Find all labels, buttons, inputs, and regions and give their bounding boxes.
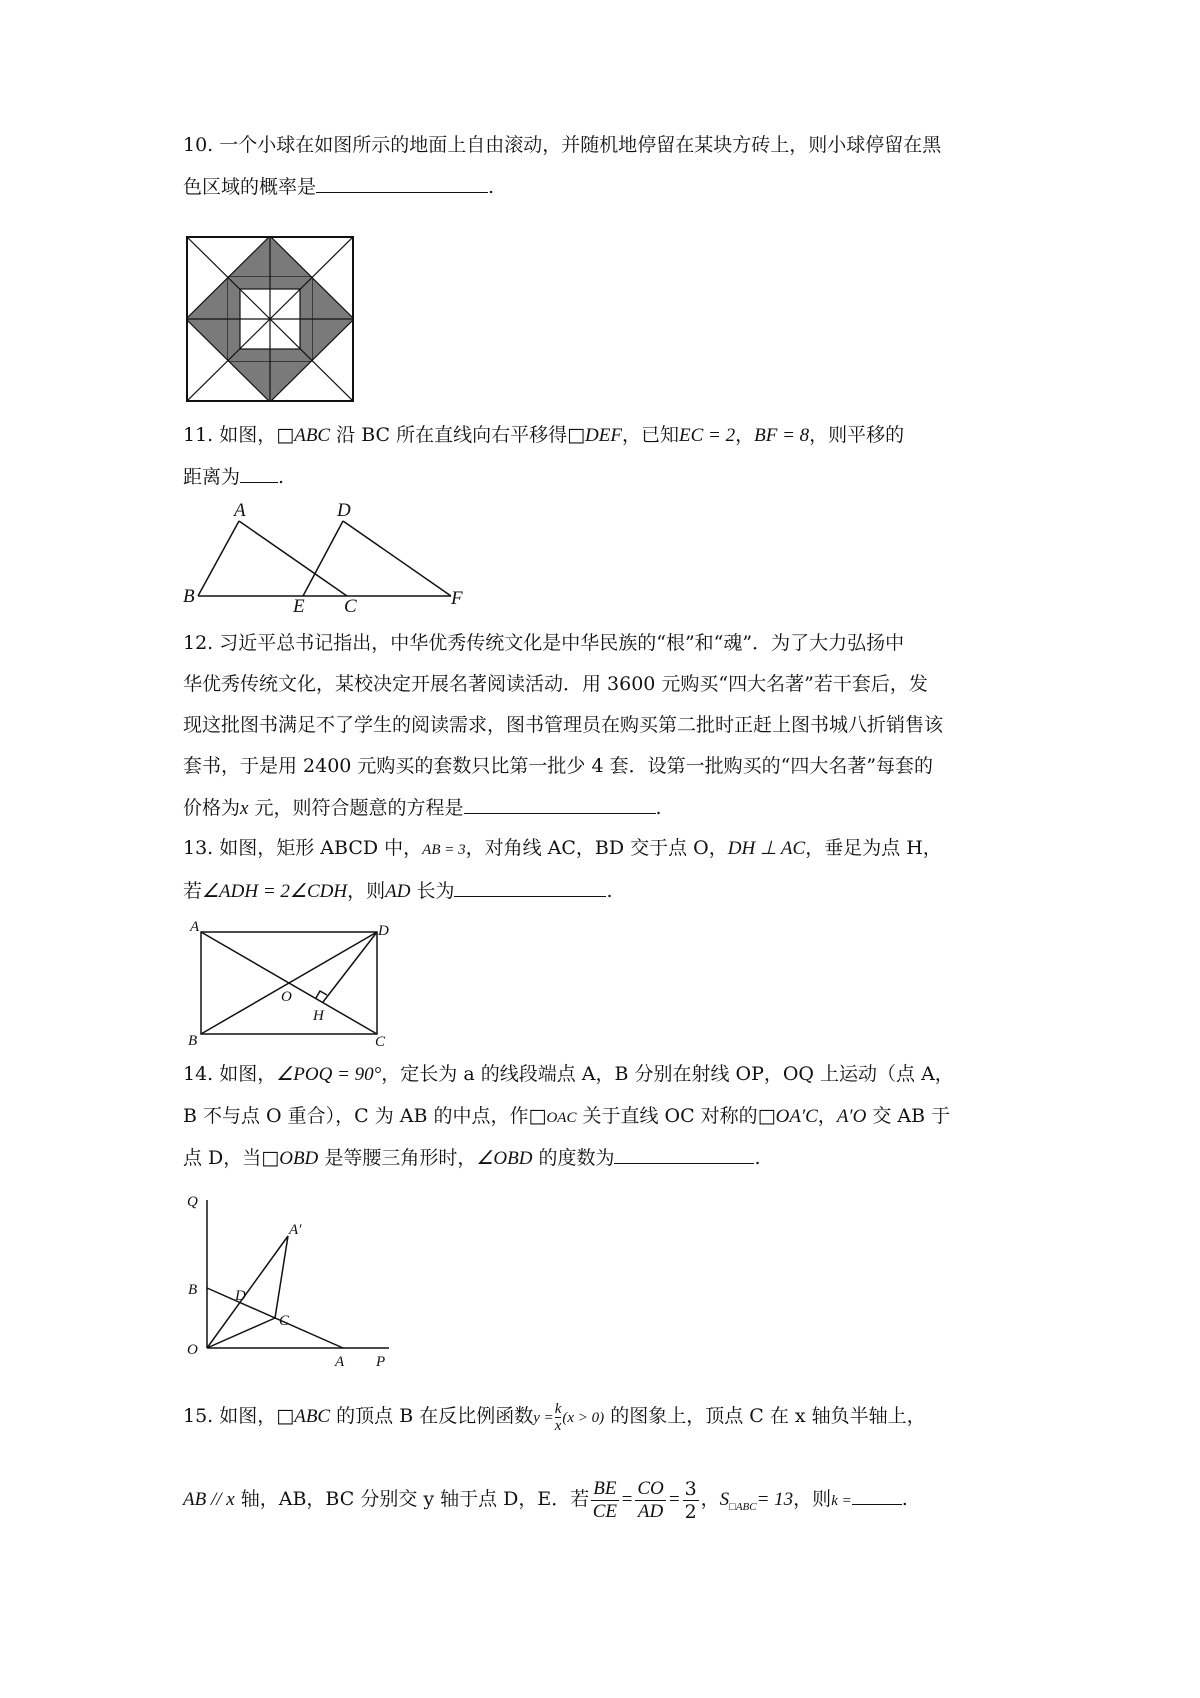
triangle-def: DEF [585,425,622,446]
ab-parallel-x: AB // x [183,1489,235,1510]
answer-blank [852,1486,902,1505]
tile-figure [186,236,354,402]
q14-text-e: ， [817,1105,837,1127]
q12-line3: 现这批图书满足不了学生的阅读需求，图书管理员在购买第二批时正赶上图书城八折销售该 [183,714,944,736]
answer-blank [240,464,278,483]
q14-text-f: 交 AB 于 [866,1105,951,1127]
dh-perp-ac: DH ⊥ AC [727,838,806,859]
q11-line2 [183,464,284,489]
label-d: D [378,923,389,939]
triangle-oac: OAC [546,1110,577,1126]
q12-text-b: 元，则符合题意的方程是 [248,797,464,819]
k-numerator: k [554,1400,562,1417]
q11-known: ，已知 [621,424,679,446]
segment-ad: AD [385,881,411,902]
bf-value: BF = 8 [754,425,810,446]
q15-text-e: ，则 [793,1488,832,1510]
q15-text-c: 的图象上，顶点 C 在 x 轴负半轴上， [604,1405,926,1427]
equals-sign: = [667,1489,681,1510]
label-c: C [279,1313,290,1329]
right-angle-figure [183,1188,403,1368]
rectangle-figure [183,918,393,1048]
label-f: F [451,588,463,609]
triangle-symbol: □ [757,1105,776,1127]
q11-sep: ， [735,424,755,446]
q13-text-f: 长为 [410,880,455,902]
label-c: C [344,596,357,612]
q13-line1 [183,836,942,862]
q15-text-a: 15. 如图， [183,1405,277,1427]
q14-text-d: 关于直线 OC 对称的 [576,1105,758,1127]
q13-text-e: ，则 [347,880,386,902]
translation-figure [180,500,480,612]
q13-line2 [183,878,613,904]
q10-text: 色区域的概率是 [183,176,317,198]
q13-text-c: ，垂足为点 H， [805,837,942,859]
var-x: x [240,798,249,819]
k-equals: k = [831,1493,852,1509]
q10-end: . [488,176,495,198]
label-b: B [183,586,195,607]
triangle-oa2c: OA′C [775,1106,818,1127]
q15-text-d: 轴，AB，BC 分别交 y 轴于点 D，E．若 [234,1488,590,1510]
area-subscript: □ABC [729,1500,757,1513]
triangle-abc: ABC [294,1406,331,1427]
triangle-symbol: □ [528,1105,547,1127]
q11-line1 [183,423,904,448]
q14-text-i: 的度数为 [532,1147,615,1169]
q13-end: . [606,880,613,902]
q14-line3 [183,1145,761,1171]
label-o: O [281,989,292,1005]
q13-text-a: 13. 如图，矩形 ABCD 中， [183,837,423,859]
label-e: E [293,596,305,612]
answer-blank [454,878,606,897]
answer-blank [614,1145,754,1164]
q10-line1: 10. 一个小球在如图所示的地面上自由滚动，并随机地停留在某块方砖上，则小球停留在黑 [183,134,942,156]
q14-text-g: 点 D，当 [183,1147,262,1169]
q14-text-a: 14. 如图， [183,1063,277,1085]
label-q: Q [187,1194,198,1210]
three-numerator: 3 [684,1477,697,1500]
ad-denominator: AD [637,1500,664,1522]
label-a: A [234,500,246,521]
q11-tail: ，则平移的 [809,424,905,446]
q15-line2: AB // x 轴，AB，BC 分别交 y 轴于点 D，E．若 $\frac{BE}{CE}$ = $\frac{CO}{AD}$ = $\frac{3}{2}$ ，$S_{□ABC}= 13$，则k = . [183,1477,908,1523]
q14-line1 [183,1062,954,1087]
label-d: D [235,1288,246,1304]
angle-obd: ∠OBD [476,1148,533,1169]
ab-value: AB = 3 [422,842,466,858]
q14-text-c: B 不与点 O 重合），C 为 AB 的中点，作 [183,1105,529,1127]
angle-poq: ∠POQ = 90° [276,1064,382,1085]
answer-blank [316,174,488,193]
label-c: C [375,1034,386,1048]
label-b: B [188,1033,198,1048]
equals-sign: = [620,1489,634,1510]
label-d: D [337,500,351,521]
q14-text-h: 是等腰三角形时， [318,1147,477,1169]
label-p: P [376,1354,386,1368]
q12-line1: 12. 习近平总书记指出，中华优秀传统文化是中华民族的“根”和“魂”．为了大力弘扬中 [183,632,905,654]
label-o: O [187,1342,198,1358]
label-a-prime: A′ [289,1222,302,1238]
answer-blank [464,795,656,814]
q15-line1 [183,1396,926,1438]
q11-mid: 沿 BC 所在直线向右平移得 [330,424,568,446]
area-value: = 13 [756,1489,794,1510]
label-b: B [188,1282,198,1298]
q13-text-b: ，对角线 AC，BD 交于点 O， [465,837,728,859]
k-over-x [555,1401,562,1434]
q12-line2: 华优秀传统文化，某校决定开展名著阅读活动．用 3600 元购买“四大名著”若干套后，发 [183,673,928,695]
q13-text-d: 若 [183,880,203,902]
y-equals: y = [533,1410,554,1426]
q11-end: . [278,466,285,488]
triangle-symbol: □ [567,424,586,446]
q14-line2 [183,1104,950,1130]
triangle-obd: OBD [279,1148,319,1169]
q15-text-b: 的顶点 B 在反比例函数 [330,1405,534,1427]
triangle-abc: ABC [294,425,331,446]
q12-text-a: 价格为 [183,797,241,819]
domain-condition: (x > 0) [562,1410,605,1426]
segment-a2o: A′O [836,1106,867,1127]
be-numerator: BE [593,1477,617,1499]
q14-end: . [754,1147,761,1169]
fraction-be-ce [591,1478,618,1523]
q12-line5 [183,795,662,821]
label-a: A [190,919,200,935]
ce-denominator: CE [592,1500,618,1522]
label-a: A [335,1354,345,1368]
fraction-three-halves [683,1478,699,1523]
q12-line4: 套书，于是用 2400 元购买的套数只比第一批少 4 套．设第一批购买的“四大名著”每套的 [183,755,934,777]
q10-line2 [183,174,494,199]
two-denominator: 2 [684,1500,697,1523]
q15-end: . [901,1488,908,1510]
area-symbol: S [719,1489,730,1510]
triangle-symbol: □ [276,1405,295,1427]
q11-text: 距离为 [183,466,241,488]
triangle-symbol: □ [261,1147,280,1169]
triangle-symbol: □ [276,424,295,446]
label-h: H [313,1008,324,1024]
angle-relation: ∠ADH = 2∠CDH [202,881,348,902]
q12-end: . [655,797,662,819]
q14-text-b: ，定长为 a 的线段端点 A，B 分别在射线 OP，OQ 上运动（点 A， [381,1063,954,1085]
fraction-co-ad [635,1478,665,1523]
ec-value: EC = 2 [679,425,736,446]
co-numerator: CO [637,1477,664,1499]
x-denominator: x [554,1417,562,1434]
q11-prefix: 11. 如图， [183,424,277,446]
